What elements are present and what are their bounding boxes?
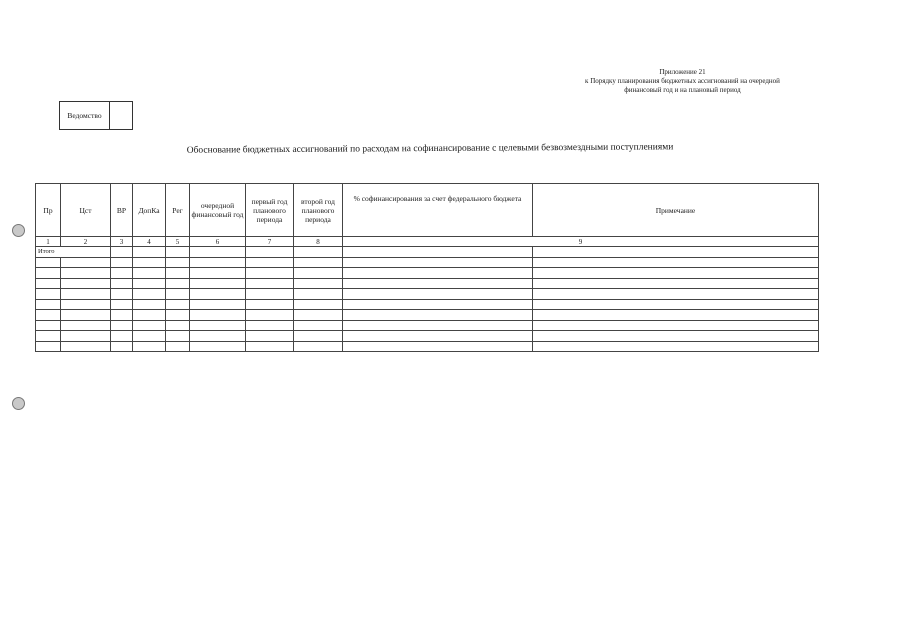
department-label: Ведомство xyxy=(60,102,110,129)
table-cell[interactable] xyxy=(246,268,294,279)
table-cell[interactable] xyxy=(111,320,133,331)
table-row xyxy=(36,278,819,289)
table-cell[interactable] xyxy=(36,299,61,310)
table-cell[interactable] xyxy=(36,257,61,268)
table-cell[interactable] xyxy=(294,289,343,300)
table-cell[interactable] xyxy=(190,331,246,342)
col-header-reg: Рег xyxy=(166,184,190,237)
column-number-row xyxy=(36,237,819,247)
table-cell[interactable] xyxy=(533,278,819,289)
table-cell[interactable] xyxy=(111,341,133,352)
table-cell[interactable] xyxy=(133,278,166,289)
col-number: 5 xyxy=(166,237,190,247)
table-cell[interactable] xyxy=(61,268,111,279)
table-cell[interactable] xyxy=(111,257,133,268)
table-cell[interactable] xyxy=(246,289,294,300)
table-cell[interactable] xyxy=(111,299,133,310)
col-number: 8 xyxy=(294,237,343,247)
table-cell[interactable] xyxy=(111,247,133,258)
col-header-current-year: очередной финансовый год xyxy=(190,184,246,237)
col-header-vr: ВР xyxy=(111,184,133,237)
table-cell[interactable] xyxy=(246,247,294,258)
table-cell[interactable] xyxy=(533,331,819,342)
table-cell[interactable] xyxy=(133,289,166,300)
table-cell[interactable] xyxy=(166,341,190,352)
table-cell[interactable] xyxy=(190,320,246,331)
table-cell[interactable] xyxy=(343,247,533,258)
table-cell[interactable] xyxy=(166,331,190,342)
punch-hole-marker xyxy=(12,397,25,410)
table-cell[interactable] xyxy=(343,257,533,268)
table-cell[interactable] xyxy=(61,299,111,310)
page-title: Обоснование бюджетных ассигнований по расходам на софинансирование с целевыми безвозмездными поступлениями xyxy=(186,142,674,156)
table-cell[interactable] xyxy=(294,320,343,331)
table-cell[interactable] xyxy=(133,320,166,331)
table-cell[interactable] xyxy=(190,299,246,310)
table-cell[interactable] xyxy=(36,320,61,331)
col-number: 1 xyxy=(36,237,61,247)
table-cell[interactable] xyxy=(190,257,246,268)
allocation-table xyxy=(35,183,818,352)
table-cell[interactable] xyxy=(61,310,111,321)
table-cell[interactable] xyxy=(36,278,61,289)
table-cell[interactable] xyxy=(166,320,190,331)
col-number: 4 xyxy=(133,237,166,247)
table-cell[interactable] xyxy=(36,331,61,342)
table-cell[interactable] xyxy=(190,310,246,321)
table-cell[interactable] xyxy=(533,310,819,321)
col-header-second-plan-year: второй год планового периода xyxy=(294,184,343,237)
table-cell[interactable] xyxy=(246,320,294,331)
table-cell[interactable] xyxy=(246,257,294,268)
appendix-line-2: к Порядку планирования бюджетных ассигнований на очередной xyxy=(585,77,780,85)
appendix-line-1: Приложение 21 xyxy=(659,68,706,76)
table-header-row xyxy=(36,184,819,237)
table-cell[interactable] xyxy=(166,310,190,321)
table-cell[interactable] xyxy=(190,341,246,352)
table-cell[interactable] xyxy=(61,341,111,352)
table-cell[interactable] xyxy=(343,310,533,321)
appendix-note xyxy=(560,68,805,95)
table-cell[interactable] xyxy=(294,310,343,321)
table-cell[interactable] xyxy=(294,331,343,342)
table-cell[interactable] xyxy=(36,310,61,321)
table-cell[interactable] xyxy=(533,341,819,352)
table-cell[interactable] xyxy=(61,289,111,300)
col-header-note: Примечание xyxy=(533,184,819,237)
table-cell[interactable] xyxy=(190,278,246,289)
table-cell[interactable] xyxy=(343,268,533,279)
table-row xyxy=(36,310,819,321)
col-number: 7 xyxy=(246,237,294,247)
table-cell[interactable] xyxy=(166,257,190,268)
col-number: 2 xyxy=(61,237,111,247)
table-cell[interactable] xyxy=(36,341,61,352)
table-cell[interactable] xyxy=(190,268,246,279)
table-cell[interactable] xyxy=(36,289,61,300)
table-cell[interactable] xyxy=(294,299,343,310)
table-cell[interactable] xyxy=(111,278,133,289)
col-header-cst: Цст xyxy=(61,184,111,237)
table-cell[interactable] xyxy=(246,299,294,310)
table-row xyxy=(36,257,819,268)
table-cell[interactable] xyxy=(166,268,190,279)
table-cell[interactable] xyxy=(343,320,533,331)
table-cell[interactable] xyxy=(294,268,343,279)
table-cell[interactable] xyxy=(246,341,294,352)
table-cell[interactable] xyxy=(133,247,166,258)
table-cell[interactable] xyxy=(166,247,190,258)
department-value[interactable] xyxy=(110,102,132,129)
table-row xyxy=(36,268,819,279)
table-cell[interactable] xyxy=(294,247,343,258)
table-cell[interactable] xyxy=(343,289,533,300)
table-cell[interactable] xyxy=(246,331,294,342)
table-cell[interactable] xyxy=(294,278,343,289)
col-number: 3 xyxy=(111,237,133,247)
table-cell[interactable] xyxy=(533,268,819,279)
punch-hole-marker xyxy=(12,224,25,237)
table-cell[interactable] xyxy=(533,289,819,300)
table-cell[interactable] xyxy=(246,278,294,289)
col-header-pr: Пр xyxy=(36,184,61,237)
table-cell[interactable] xyxy=(133,341,166,352)
table-cell[interactable] xyxy=(133,257,166,268)
appendix-line-3: финансовый год и на плановый период xyxy=(624,86,741,94)
table-cell[interactable] xyxy=(111,331,133,342)
table-cell[interactable] xyxy=(294,257,343,268)
col-header-cofinancing-percent: % софинансирования за счет федерального бюджета xyxy=(343,184,533,237)
table-cell[interactable] xyxy=(61,278,111,289)
table-cell[interactable] xyxy=(166,278,190,289)
table-cell[interactable] xyxy=(533,247,819,258)
table-row xyxy=(36,289,819,300)
table-row xyxy=(36,320,819,331)
table-row xyxy=(36,331,819,342)
table-cell[interactable] xyxy=(246,310,294,321)
table-cell[interactable] xyxy=(294,341,343,352)
table-cell[interactable] xyxy=(111,310,133,321)
table-cell[interactable] xyxy=(533,299,819,310)
total-label: Итого xyxy=(36,247,111,258)
table-cell[interactable] xyxy=(133,331,166,342)
table-cell[interactable] xyxy=(133,299,166,310)
table-cell[interactable] xyxy=(343,299,533,310)
table-cell[interactable] xyxy=(133,310,166,321)
table-cell[interactable] xyxy=(111,289,133,300)
table-cell[interactable] xyxy=(533,257,819,268)
table-cell[interactable] xyxy=(533,320,819,331)
department-box xyxy=(59,101,133,130)
table-cell[interactable] xyxy=(61,320,111,331)
table-cell[interactable] xyxy=(61,331,111,342)
table-cell[interactable] xyxy=(343,278,533,289)
col-header-first-plan-year: первый год планового периода xyxy=(246,184,294,237)
col-header-dopka: ДопКа xyxy=(133,184,166,237)
table-cell[interactable] xyxy=(36,268,61,279)
table-cell[interactable] xyxy=(166,289,190,300)
col-number: 9 xyxy=(343,237,819,247)
table-row xyxy=(36,341,819,352)
table-cell[interactable] xyxy=(166,299,190,310)
table-row xyxy=(36,299,819,310)
table-cell[interactable] xyxy=(343,341,533,352)
table-cell[interactable] xyxy=(190,289,246,300)
table-cell[interactable] xyxy=(133,268,166,279)
total-row xyxy=(36,247,819,258)
table-cell[interactable] xyxy=(343,331,533,342)
table-cell[interactable] xyxy=(190,247,246,258)
table-cell[interactable] xyxy=(61,257,111,268)
table-cell[interactable] xyxy=(111,268,133,279)
col-number: 6 xyxy=(190,237,246,247)
